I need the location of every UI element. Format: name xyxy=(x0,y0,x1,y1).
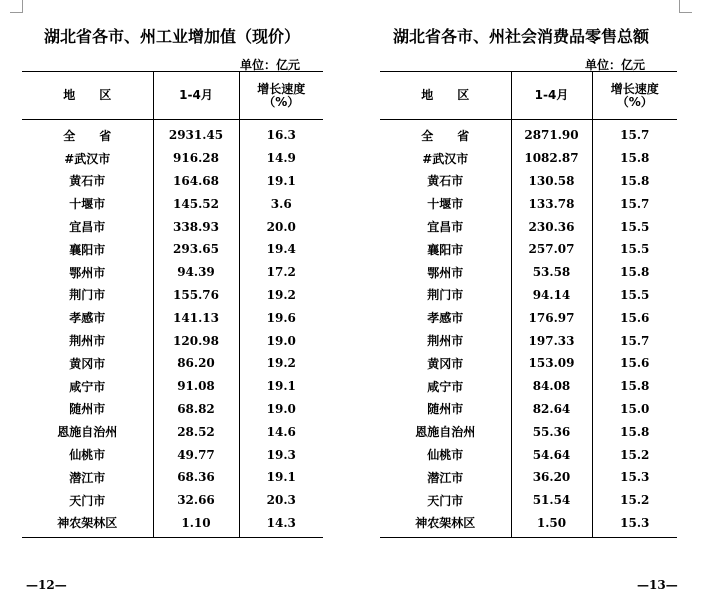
value-cell: 153.09 xyxy=(511,352,592,375)
table-row xyxy=(380,466,677,489)
value-cell: 133.78 xyxy=(511,192,592,215)
table-row xyxy=(22,420,323,443)
region-cell xyxy=(380,512,511,538)
region-cell xyxy=(22,238,153,261)
right-page-number: —13— xyxy=(637,578,678,592)
value-cell: 2931.45 xyxy=(153,120,239,147)
region-cell xyxy=(380,192,511,215)
value-cell: 1082.87 xyxy=(511,147,592,170)
region-name: 随州市 xyxy=(427,402,464,417)
region-name: 十堰市 xyxy=(69,197,106,212)
region-cell xyxy=(380,238,511,261)
right-data-table xyxy=(380,71,677,538)
header-growth-line2: （%） xyxy=(263,94,300,109)
region-name: 随州市 xyxy=(69,402,106,417)
left-table-body xyxy=(22,120,323,538)
region-name: 鄂州市 xyxy=(69,265,106,280)
region-name: 潜江市 xyxy=(427,470,464,485)
region-cell xyxy=(22,306,153,329)
table-row xyxy=(380,512,677,538)
table-row xyxy=(22,215,323,238)
value-cell: 51.54 xyxy=(511,489,592,512)
header-period: 1-4月 xyxy=(511,72,592,120)
value-cell: 86.20 xyxy=(153,352,239,375)
region-name: 黄石市 xyxy=(69,174,106,189)
right-unit-label: 单位：亿元 xyxy=(585,58,646,72)
region-cell xyxy=(22,192,153,215)
region-name: 荆州市 xyxy=(69,334,106,349)
region-cell xyxy=(380,120,511,147)
region-name: 咸宁市 xyxy=(427,379,464,394)
value-cell: 28.52 xyxy=(153,420,239,443)
table-row xyxy=(380,398,677,421)
left-unit-label: 单位：亿元 xyxy=(240,58,301,72)
value-cell: 91.08 xyxy=(153,375,239,398)
left-page-number: —12— xyxy=(26,578,67,592)
region-name: 天门市 xyxy=(427,493,464,508)
region-cell xyxy=(380,147,511,170)
header-growth-line1: 增长速度 xyxy=(610,81,659,96)
table-row xyxy=(22,443,323,466)
left-header-row xyxy=(22,72,323,120)
region-name: 黄冈市 xyxy=(427,356,464,371)
table-row xyxy=(380,443,677,466)
growth-cell: 15.5 xyxy=(620,242,650,257)
growth-cell: 15.8 xyxy=(620,265,650,280)
table-row xyxy=(380,306,677,329)
value-cell: 230.36 xyxy=(511,215,592,238)
region-name: 全 省 xyxy=(421,128,470,143)
value-cell: 49.77 xyxy=(153,443,239,466)
left-data-table xyxy=(22,71,323,538)
growth-cell: 15.8 xyxy=(620,379,650,394)
header-period: 1-4月 xyxy=(153,72,239,120)
growth-cell: 15.8 xyxy=(620,424,650,439)
header-region: 地 区 xyxy=(380,72,511,120)
table-row xyxy=(380,215,677,238)
growth-cell: 3.6 xyxy=(270,196,292,211)
region-cell xyxy=(380,329,511,352)
region-cell xyxy=(22,420,153,443)
growth-cell: 19.3 xyxy=(266,447,296,462)
growth-cell: 16.3 xyxy=(266,128,296,143)
header-region: 地 区 xyxy=(22,72,153,120)
header-growth xyxy=(239,72,323,120)
region-name: 孝感市 xyxy=(427,311,464,326)
region-cell xyxy=(22,170,153,193)
growth-cell: 15.0 xyxy=(620,401,650,416)
left-table-title: 湖北省各市、州工业增加值（现价） xyxy=(44,27,301,46)
growth-cell: 15.7 xyxy=(620,128,650,143)
header-growth xyxy=(592,72,677,120)
table-row xyxy=(380,261,677,284)
growth-cell: 17.2 xyxy=(266,265,296,280)
region-name: 宜昌市 xyxy=(427,220,464,235)
region-cell xyxy=(380,489,511,512)
value-cell: 1.10 xyxy=(153,512,239,538)
growth-cell: 19.0 xyxy=(266,333,296,348)
growth-cell: 15.6 xyxy=(620,310,650,325)
region-name: 恩施自治州 xyxy=(415,425,476,440)
growth-cell: 19.1 xyxy=(266,379,296,394)
value-cell: 94.39 xyxy=(153,261,239,284)
region-cell xyxy=(380,306,511,329)
region-cell xyxy=(380,375,511,398)
table-row xyxy=(22,284,323,307)
region-name: 襄阳市 xyxy=(69,242,106,257)
growth-cell: 15.5 xyxy=(620,219,650,234)
value-cell: 32.66 xyxy=(153,489,239,512)
region-cell xyxy=(22,512,153,538)
region-cell xyxy=(380,284,511,307)
table-row xyxy=(22,329,323,352)
region-cell xyxy=(380,170,511,193)
value-cell: 55.36 xyxy=(511,420,592,443)
growth-cell: 19.4 xyxy=(266,242,296,257)
growth-cell: 19.0 xyxy=(266,401,296,416)
region-name: 黄冈市 xyxy=(69,356,106,371)
region-name: 孝感市 xyxy=(69,311,106,326)
value-cell: 145.52 xyxy=(153,192,239,215)
growth-cell: 19.2 xyxy=(266,287,296,302)
region-name: 十堰市 xyxy=(427,197,464,212)
region-cell xyxy=(22,215,153,238)
region-name: 仙桃市 xyxy=(427,448,464,463)
region-cell xyxy=(380,352,511,375)
value-cell: 53.58 xyxy=(511,261,592,284)
value-cell: 68.36 xyxy=(153,466,239,489)
table-row xyxy=(22,120,323,147)
growth-cell: 15.2 xyxy=(620,447,650,462)
growth-cell: 14.6 xyxy=(266,424,296,439)
value-cell: 257.07 xyxy=(511,238,592,261)
table-row xyxy=(22,352,323,375)
growth-cell: 15.6 xyxy=(620,356,650,371)
table-row xyxy=(380,375,677,398)
region-name: 恩施自治州 xyxy=(57,425,118,440)
table-row xyxy=(22,261,323,284)
region-cell xyxy=(22,466,153,489)
region-name: 黄石市 xyxy=(427,174,464,189)
value-cell: 155.76 xyxy=(153,284,239,307)
growth-cell: 15.3 xyxy=(592,512,677,538)
table-row xyxy=(380,284,677,307)
table-row xyxy=(22,170,323,193)
value-cell: 197.33 xyxy=(511,329,592,352)
growth-cell: 20.3 xyxy=(266,493,296,508)
region-name: 襄阳市 xyxy=(427,242,464,257)
value-cell: 94.14 xyxy=(511,284,592,307)
table-row xyxy=(22,466,323,489)
growth-cell: 19.1 xyxy=(266,173,296,188)
growth-cell: 15.8 xyxy=(620,151,650,166)
right-table-title: 湖北省各市、州社会消费品零售总额 xyxy=(393,27,650,46)
growth-cell: 14.9 xyxy=(266,151,296,166)
table-row xyxy=(380,238,677,261)
table-row xyxy=(380,329,677,352)
region-name: 仙桃市 xyxy=(69,448,106,463)
table-row xyxy=(380,120,677,147)
region-name: 荆门市 xyxy=(427,288,464,303)
table-row xyxy=(22,489,323,512)
region-cell xyxy=(22,398,153,421)
right-header-row xyxy=(380,72,677,120)
growth-cell: 19.1 xyxy=(266,470,296,485)
growth-cell: 19.2 xyxy=(266,356,296,371)
region-name: 荆门市 xyxy=(69,288,106,303)
value-cell: 82.64 xyxy=(511,398,592,421)
table-row xyxy=(22,238,323,261)
region-name: 宜昌市 xyxy=(69,220,106,235)
growth-cell: 15.3 xyxy=(620,470,650,485)
region-cell xyxy=(22,375,153,398)
table-row xyxy=(22,192,323,215)
region-cell xyxy=(22,443,153,466)
value-cell: 54.64 xyxy=(511,443,592,466)
region-name: #武汉市 xyxy=(422,151,469,166)
region-name: 鄂州市 xyxy=(427,265,464,280)
table-row xyxy=(380,147,677,170)
value-cell: 1.50 xyxy=(511,512,592,538)
value-cell: 141.13 xyxy=(153,306,239,329)
region-name: 天门市 xyxy=(69,493,106,508)
table-row xyxy=(380,170,677,193)
region-cell xyxy=(22,352,153,375)
growth-cell: 15.7 xyxy=(620,333,650,348)
region-cell xyxy=(22,329,153,352)
growth-cell: 15.8 xyxy=(620,173,650,188)
growth-cell: 15.2 xyxy=(620,493,650,508)
table-row xyxy=(380,352,677,375)
value-cell: 120.98 xyxy=(153,329,239,352)
value-cell: 338.93 xyxy=(153,215,239,238)
table-row xyxy=(380,192,677,215)
growth-cell: 19.6 xyxy=(266,310,296,325)
value-cell: 916.28 xyxy=(153,147,239,170)
header-growth-line2: （%） xyxy=(616,94,653,109)
value-cell: 130.58 xyxy=(511,170,592,193)
region-cell xyxy=(22,284,153,307)
value-cell: 176.97 xyxy=(511,306,592,329)
region-cell xyxy=(22,261,153,284)
region-name: 全 省 xyxy=(63,128,112,143)
value-cell: 36.20 xyxy=(511,466,592,489)
value-cell: 164.68 xyxy=(153,170,239,193)
growth-cell: 14.3 xyxy=(239,512,323,538)
region-cell xyxy=(380,420,511,443)
growth-cell: 20.0 xyxy=(266,219,296,234)
region-name: 咸宁市 xyxy=(69,379,106,394)
value-cell: 68.82 xyxy=(153,398,239,421)
right-table-body xyxy=(380,120,677,538)
region-name: #武汉市 xyxy=(64,151,111,166)
region-cell xyxy=(22,120,153,147)
region-name: 神农架林区 xyxy=(415,516,476,531)
region-name: 荆州市 xyxy=(427,334,464,349)
table-row xyxy=(380,420,677,443)
region-cell xyxy=(380,261,511,284)
region-cell xyxy=(380,443,511,466)
region-name: 潜江市 xyxy=(69,470,106,485)
region-cell xyxy=(380,398,511,421)
region-cell xyxy=(380,215,511,238)
right-page xyxy=(351,0,702,606)
table-row xyxy=(22,398,323,421)
value-cell: 293.65 xyxy=(153,238,239,261)
region-cell xyxy=(22,147,153,170)
header-growth-line1: 增长速度 xyxy=(257,81,306,96)
region-cell xyxy=(22,489,153,512)
value-cell: 2871.90 xyxy=(511,120,592,147)
table-row xyxy=(22,512,323,538)
growth-cell: 15.7 xyxy=(620,196,650,211)
table-row xyxy=(22,147,323,170)
table-row xyxy=(22,375,323,398)
value-cell: 84.08 xyxy=(511,375,592,398)
table-row xyxy=(380,489,677,512)
region-name: 神农架林区 xyxy=(57,516,118,531)
table-row xyxy=(22,306,323,329)
growth-cell: 15.5 xyxy=(620,287,650,302)
region-cell xyxy=(380,466,511,489)
